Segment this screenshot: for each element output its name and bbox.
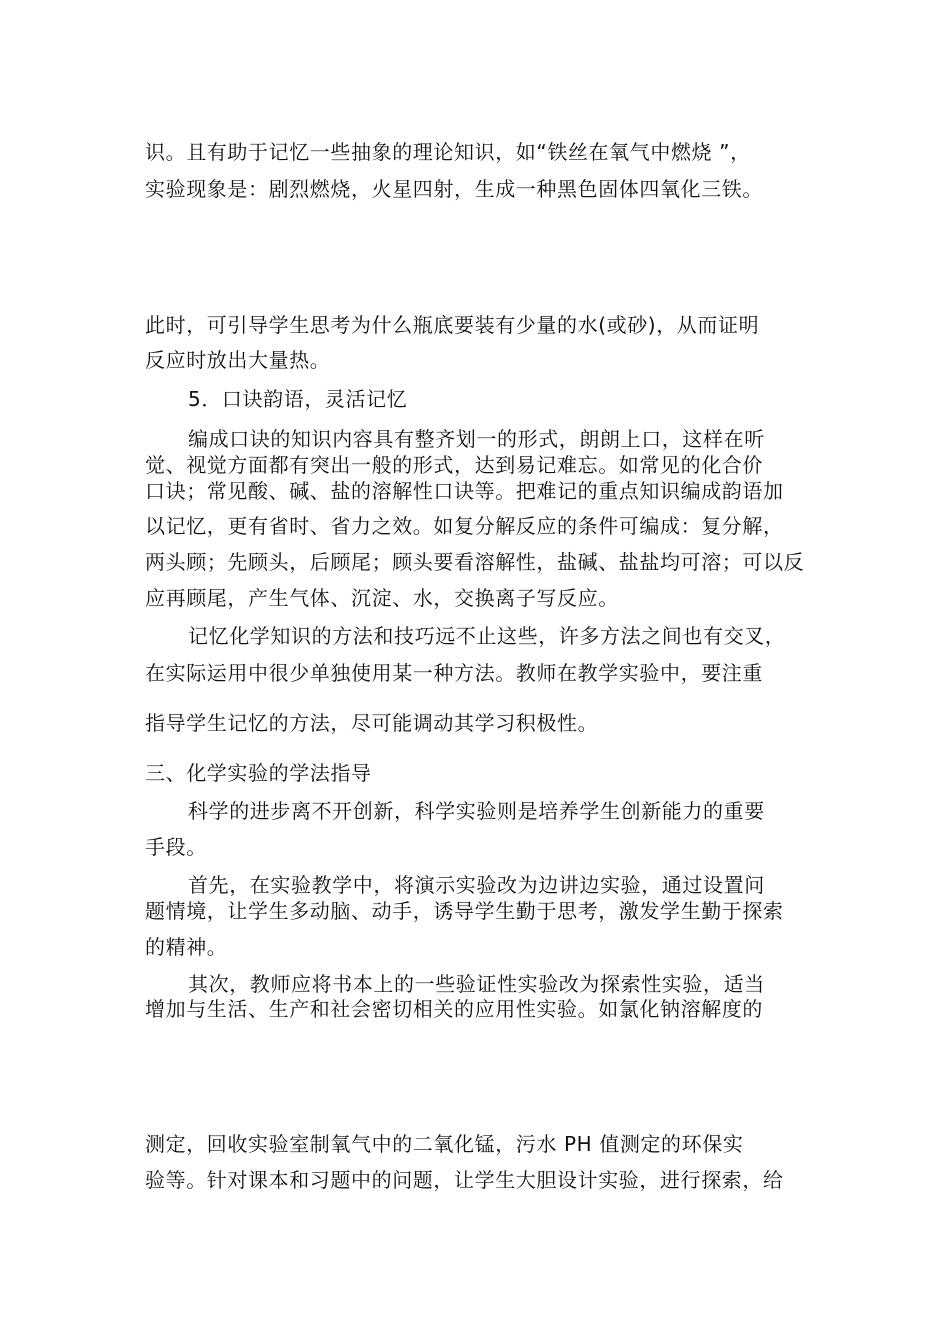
text-line: 口诀；常见酸、碱、盐的溶解性口诀等。把难记的重点知识编成韵语加 bbox=[145, 479, 784, 503]
text-line: 此时，可引导学生思考为什么瓶底要装有少量的水(或砂)，从而证明 bbox=[145, 313, 760, 337]
text-line: 指导学生记忆的方法，尽可能调动其学习积极性。 bbox=[145, 711, 599, 735]
text-line: 增加与生活、生产和社会密切相关的应用性实验。如氯化钠溶解度的 bbox=[145, 997, 763, 1021]
text-line: 编成口诀的知识内容具有整齐划一的形式，朗朗上口，这样在听 bbox=[188, 427, 765, 451]
text-line: 识。且有助于记忆一些抽象的理论知识，如“铁丝在氧气中燃烧 ”， bbox=[145, 140, 751, 164]
text-line: 以记忆，更有省时、省力之效。如复分解反应的条件可编成：复分解， bbox=[145, 514, 784, 538]
text-line: 测定，回收实验室制氧气中的二氧化锰，污水 PH 值测定的环保实 bbox=[145, 1132, 744, 1156]
text-line: 反应时放出大量热。 bbox=[145, 348, 331, 372]
text-line: 手段。 bbox=[145, 835, 207, 859]
text-line: 觉、视觉方面都有突出一般的形式，达到易记难忘。如常见的化合价 bbox=[145, 453, 763, 477]
text-line: 两头顾；先顾头，后顾尾；顾头要看溶解性，盐碱、盐盐均可溶；可以反 bbox=[145, 550, 805, 574]
text-line: 实验现象是：剧烈燃烧，火星四射，生成一种黑色固体四氧化三铁。 bbox=[145, 177, 763, 201]
section-heading: 5．口诀韵语，灵活记忆 bbox=[188, 387, 408, 411]
text-line: 记忆化学知识的方法和技巧远不止这些，许多方法之间也有交叉， bbox=[188, 624, 786, 648]
text-line: 应再顾尾，产生气体、沉淀、水，交换离子写反应。 bbox=[145, 586, 619, 610]
text-line: 在实际运用中很少单独使用某一种方法。教师在教学实验中，要注重 bbox=[145, 661, 763, 685]
text-line: 验等。针对课本和习题中的问题，让学生大胆设计实验，进行探索，给 bbox=[145, 1168, 784, 1192]
section-heading: 三、化学实验的学法指导 bbox=[145, 761, 372, 785]
text-line: 题情境，让学生多动脑、动手，诱导学生勤于思考，激发学生勤于探索 bbox=[145, 899, 784, 923]
text-line: 的精神。 bbox=[145, 935, 228, 959]
text-line: 首先，在实验教学中，将演示实验改为边讲边实验，通过设置问 bbox=[188, 873, 765, 897]
text-line: 科学的进步离不开创新，科学实验则是培养学生创新能力的重要 bbox=[188, 799, 765, 823]
text-line: 其次，教师应将书本上的一些验证性实验改为探索性实验，适当 bbox=[188, 972, 765, 996]
